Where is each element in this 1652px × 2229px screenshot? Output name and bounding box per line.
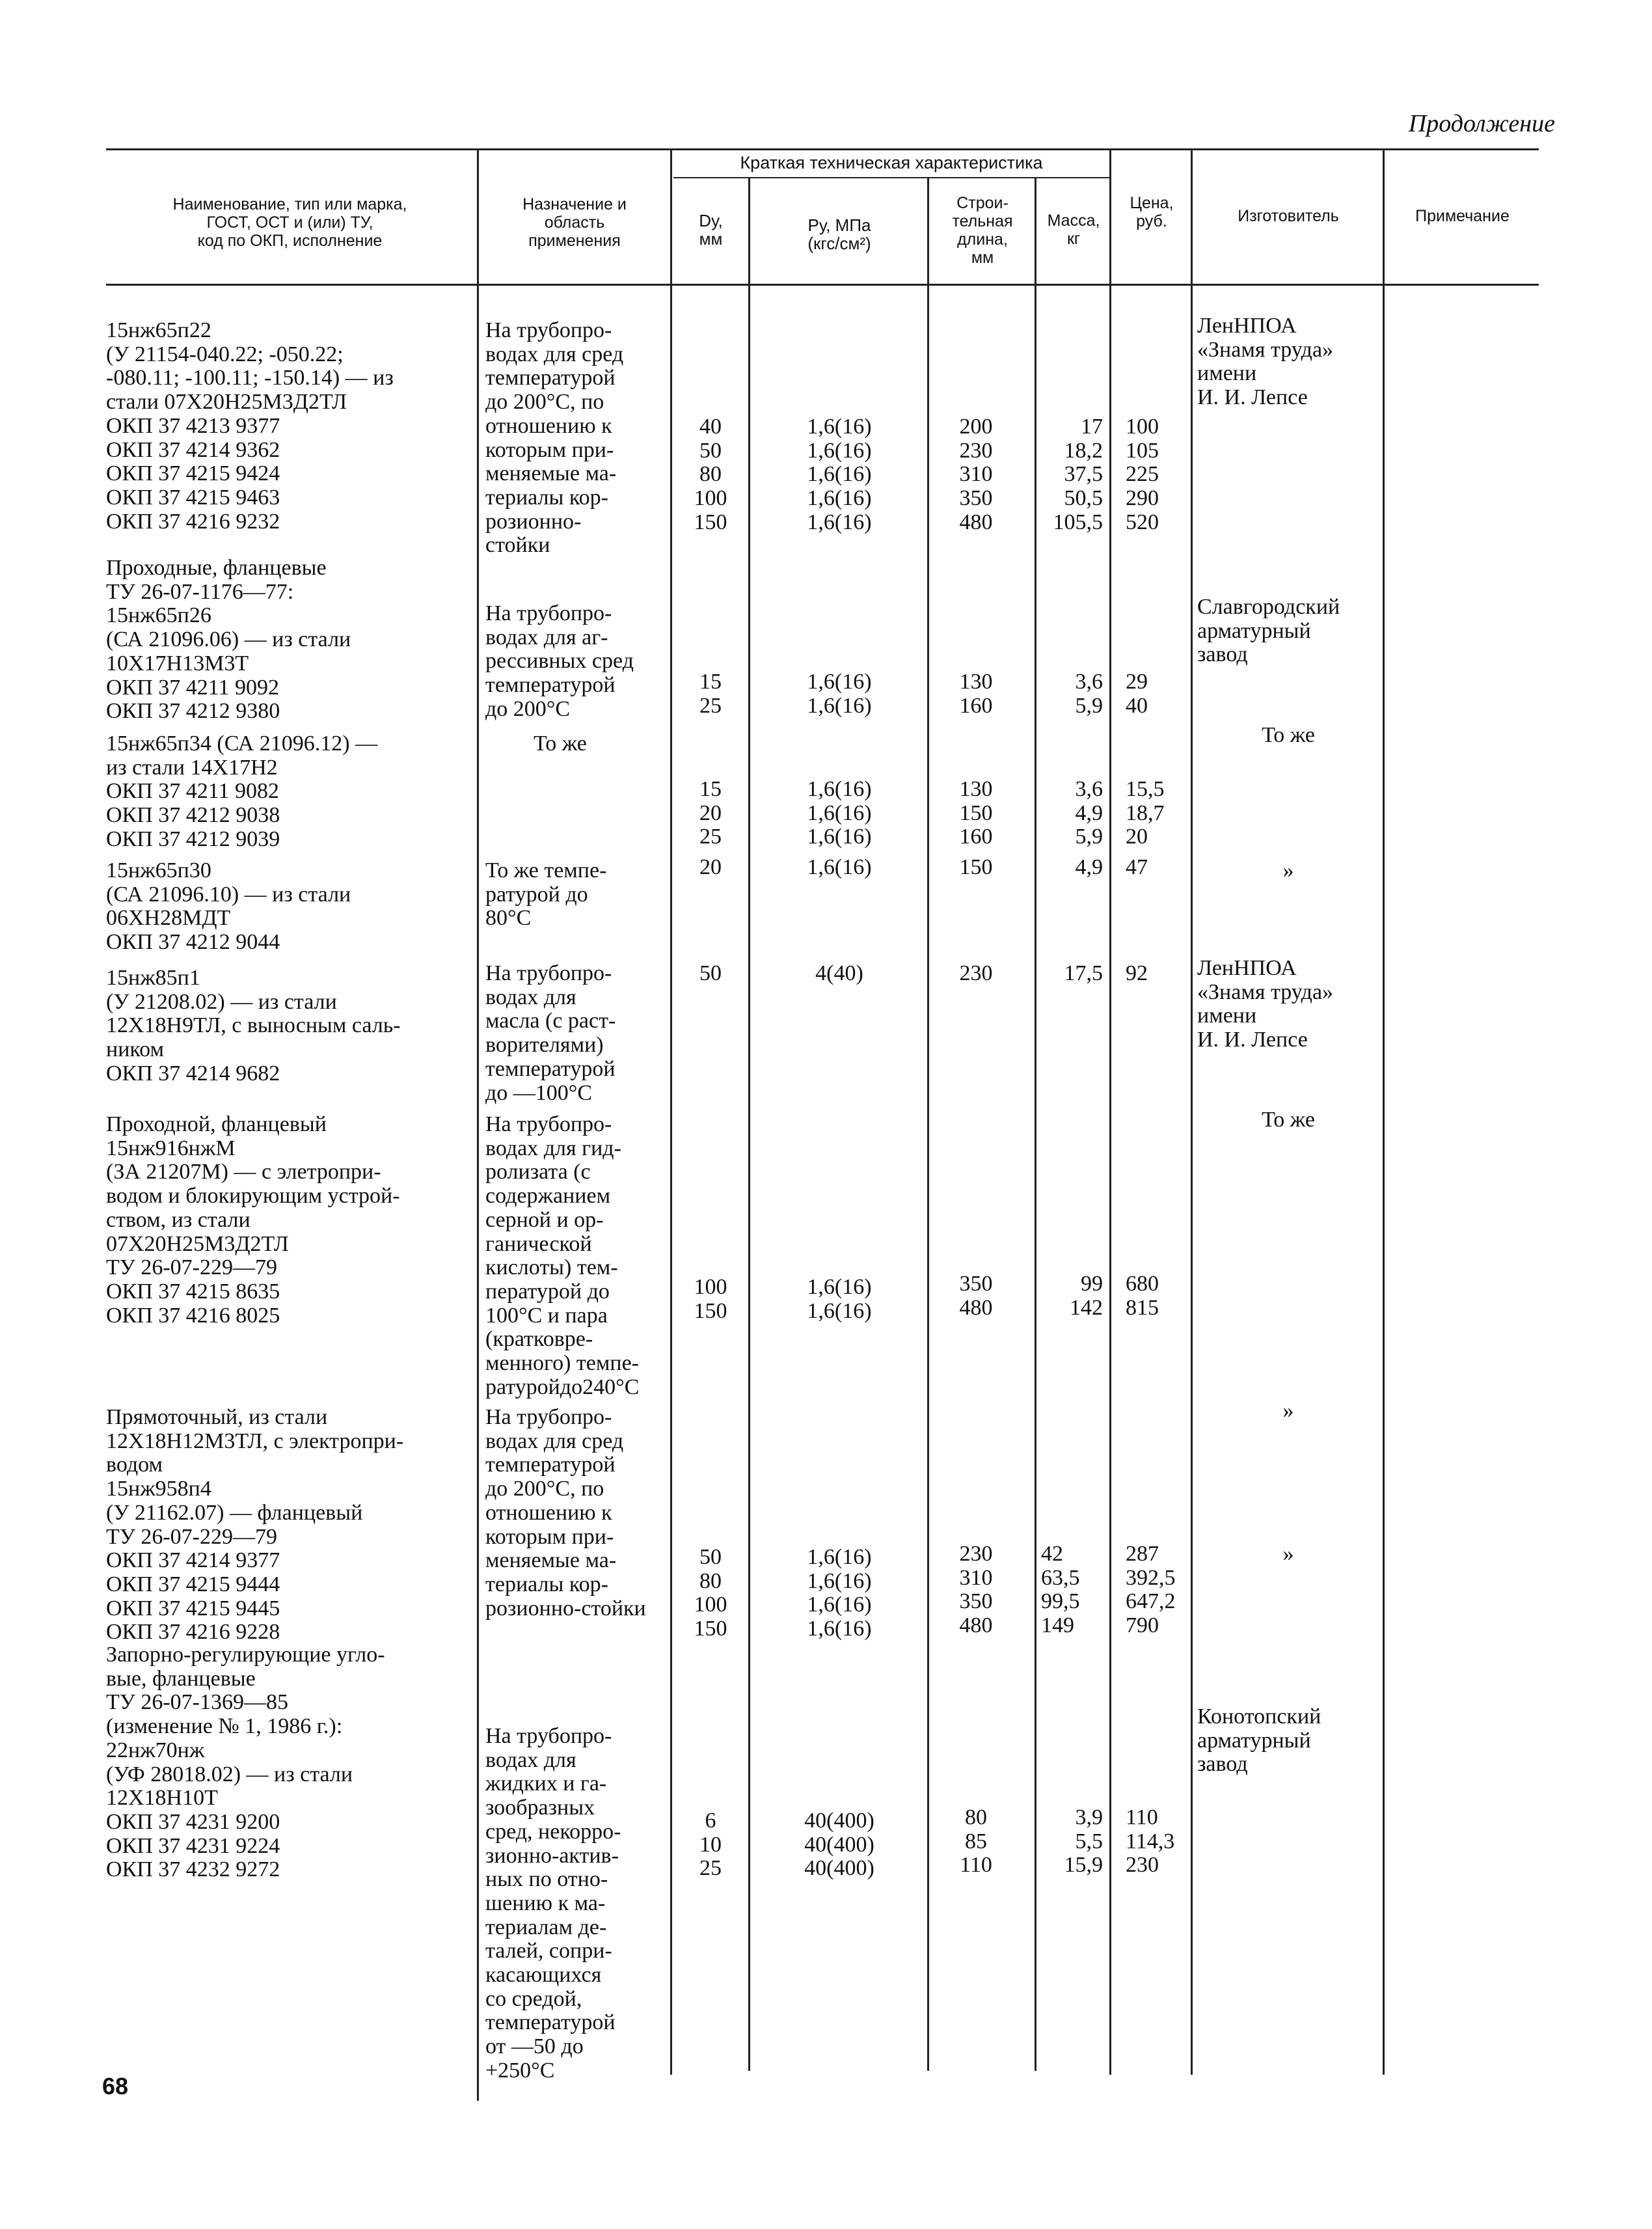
row-py: 1,6(16) 1,6(16) [807,1275,872,1323]
row-py: 1,6(16) 1,6(16) 1,6(16) 1,6(16) [807,1545,872,1641]
row-purpose: То же [534,732,587,756]
col-divider-1 [477,148,479,2101]
row-purpose: На трубопро- водах для сред температурой до 200°С, по отношению к которым при- меняемые ма- териалы кор- розионно-стойки [485,1405,646,1620]
row-name: Прямоточный, из стали 12Х18Н12М3ТЛ, с электропри- водом 15нж958п4 (У 21162.07) — фланцевый ТУ 26-07-229—79 ОКП 37 4214 9377 ОКП 37 4215 9444 ОКП 37 4215 9445 ОКП 37 4216 9228 [106,1405,404,1645]
row-price: 29 40 [1126,670,1148,718]
row-mass: 17,5 [1064,961,1103,985]
row-py: 4(40) [815,961,863,985]
header-note: Примечание [1415,207,1510,225]
row-maker: ЛенНПОА «Знамя труда» имени И. И. Лепсе [1197,314,1334,410]
row-mass: 3,6 5,9 [1075,670,1103,718]
row-name: Проходной, фланцевый 15нж916нжМ (ЗА 21207М) — с элетропри- водом и блокирующим устрой- ством, из стали 07Х20Н25М3Д2ТЛ ТУ 26-07-229—79 ОКП 37 4215 8635 ОКП 37 4216 8025 [106,1112,400,1328]
row-length: 230 [959,961,993,985]
col-divider-6 [1109,148,1111,2075]
row-length: 80 85 110 [960,1805,992,1878]
row-price: 100 105 225 290 520 [1126,415,1159,534]
row-maker: » [1282,1399,1294,1423]
col-divider-8 [1383,148,1385,2075]
header-mass: Масса, кг [1047,212,1100,248]
row-dy: 20 [699,855,722,879]
header-price: Цена, руб. [1130,194,1174,230]
header-name: Наименование, тип или марка, ГОСТ, ОСТ и (или) ТУ, код по ОКП, исполнение [172,195,407,250]
row-purpose: То же темпе- ратурой до 80°С [485,858,607,931]
continuation-label: Продолжение [1408,110,1555,137]
row-dy: 50 [699,961,722,985]
row-maker: » [1282,858,1294,882]
row-py: 40(400) 40(400) 40(400) [804,1809,874,1881]
header-dy: Dу, мм [699,211,723,249]
row-price: 110 114,3 230 [1126,1805,1175,1878]
row-purpose: На трубопро- водах для масла (с раст- ворителями) температурой до —100°С [485,961,616,1105]
col-divider-3 [748,177,750,2071]
header-py: Pу, МПа (кгс/см²) [807,215,871,253]
row-py: 1,6(16) 1,6(16) 1,6(16) 1,6(16) 1,6(16) [807,415,872,534]
row-price: 15,5 18,7 20 [1126,777,1165,849]
row-name: Проходные, фланцевые ТУ 26-07-1176—77: 15нж65п26 (СА 21096.06) — из стали 10Х17Н13М3Т ОКП 37 4211 9092 ОКП 37 4212 9380 [106,556,351,724]
header-purpose: Назначение и область применения [522,195,627,250]
row-dy: 100 150 [694,1275,727,1323]
row-price: 47 [1126,855,1148,879]
row-maker: Славгородский арматурный завод [1197,595,1340,667]
row-maker-extra: » [1282,1542,1294,1566]
row-length: 130 160 [959,670,993,718]
row-maker: То же [1262,723,1315,747]
row-purpose: На трубопро- водах для гид- ролизата (с содержанием серной и ор- ганической кислоты) тем- пературой до 100°С и пара (кратковре- менного) темпе- ратуройдо240°С [485,1112,640,1399]
row-name: 15нж65п22 (У 21154-040.22; -050.22; -080.11; -100.11; -150.14) — из стали 07Х20Н25М3Д2ТЛ ОКП 37 4213 9377 ОКП 37 4214 9362 ОКП 37 4215 9424 ОКП 37 4215 9463 ОКП 37 4216 9232 [106,318,394,534]
row-name: 15нж65п30 (СА 21096.10) — из стали 06ХН28МДТ ОКП 37 4212 9044 [106,858,351,955]
group-header: Краткая техническая характеристика [740,153,1043,172]
row-dy: 15 25 [699,670,722,718]
row-mass: 42 63,5 99,5 149 [1041,1542,1080,1638]
row-name: Запорно-регулирующие угло- вые, фланцевые ТУ 26-07-1369—85 (изменение № 1, 1986 г.): 22нж70нж (УФ 28018.02) — из стали 12Х18Н10Т ОКП 37 4231 9200 ОКП 37 4231 9224 ОКП 37 4232 9272 [106,1643,385,1882]
row-purpose: На трубопро- водах для жидких и га- зообразных сред, некорро- зионно-актив- ных по отно- шению к ма- териалам де- талей, сопри- касающихся со средой, температурой от —50 до +250°С [485,1724,621,2083]
row-price: 92 [1126,961,1148,985]
row-name: 15нж65п34 (СА 21096.12) — из стали 14Х17Н2 ОКП 37 4211 9082 ОКП 37 4212 9038 ОКП 37 4212 9039 [106,732,378,851]
row-py: 1,6(16) 1,6(16) [807,670,872,718]
row-mass: 17 18,2 37,5 50,5 105,5 [1053,415,1103,534]
row-length: 230 310 350 480 [959,1542,993,1638]
header-bottom-rule [106,284,1539,286]
row-name: 15нж85п1 (У 21208.02) — из стали 12Х18Н9ТЛ, с выносным саль- ником ОКП 37 4214 9682 [106,966,401,1086]
col-divider-7 [1191,148,1193,2075]
row-price: 287 392,5 647,2 790 [1126,1542,1176,1638]
row-maker: То же [1262,1108,1315,1132]
row-py: 1,6(16) [807,855,872,879]
table-top-rule [106,148,1539,150]
row-mass: 99 142 [1070,1272,1103,1320]
row-mass: 3,6 4,9 5,9 [1075,777,1103,849]
row-length: 350 480 [959,1272,993,1320]
row-mass: 4,9 [1075,855,1103,879]
header-maker: Изготовитель [1238,207,1339,225]
row-length: 130 150 160 [959,777,993,849]
row-dy: 40 50 80 100 150 [694,415,727,534]
row-mass: 3,9 5,5 15,9 [1064,1805,1103,1878]
row-maker: ЛенНПОА «Знамя труда» имени И. И. Лепсе [1197,956,1334,1052]
row-py: 1,6(16) 1,6(16) 1,6(16) [807,777,872,849]
row-length: 200 230 310 350 480 [959,415,993,534]
row-dy: 6 10 25 [699,1809,722,1881]
group-header-rule [673,177,1109,178]
row-price: 680 815 [1126,1272,1159,1320]
row-dy: 15 20 25 [699,777,722,849]
row-purpose: На трубопро- водах для аг- рессивных сред температурой до 200°С [485,601,634,721]
header-length: Строи- тельная длина, мм [952,194,1013,267]
col-divider-4 [927,177,929,2071]
row-dy: 50 80 100 150 [694,1545,727,1641]
page-number: 68 [102,2073,129,2099]
row-maker: Конотопский арматурный завод [1197,1704,1321,1777]
row-length: 150 [959,855,993,879]
row-purpose: На трубопро- водах для сред температурой до 200°С, по отношению к которым при- меняемые ма- териалы кор- розионно- стойки [485,318,624,558]
